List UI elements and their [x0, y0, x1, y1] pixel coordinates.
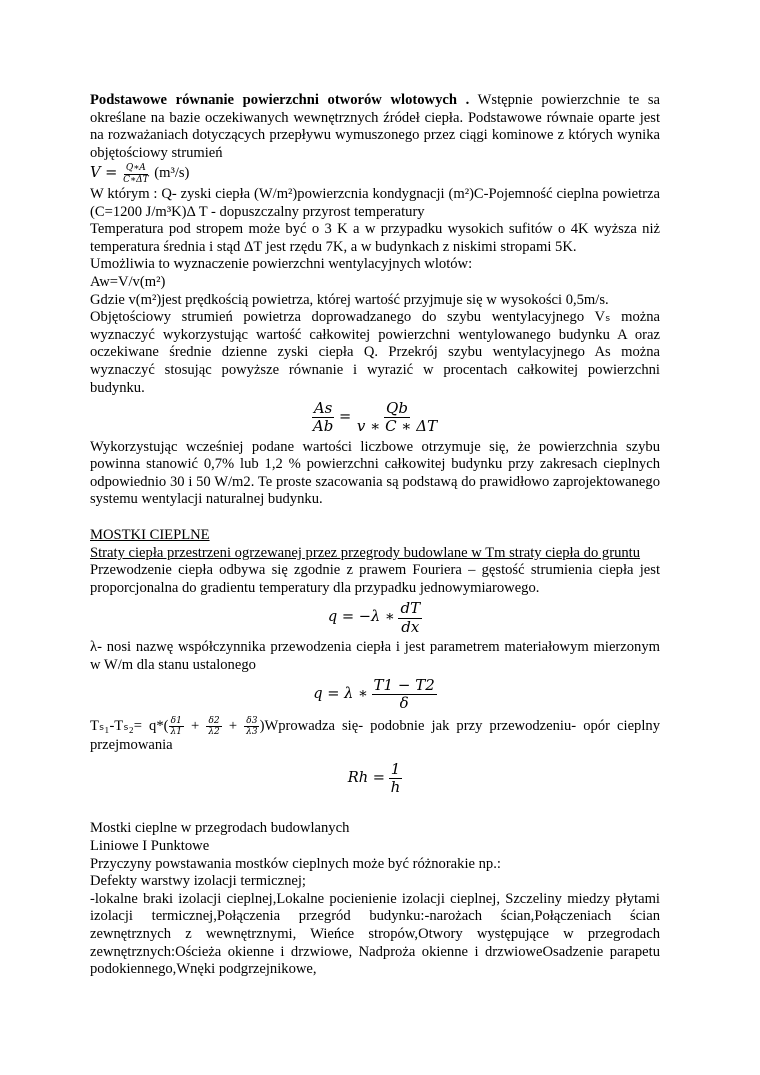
ts-fraction-2 — [206, 716, 221, 738]
ts-f2-num: δ2 — [208, 715, 220, 726]
eq5-numerator: 1 — [390, 759, 401, 778]
eq2-equals: = — [338, 408, 352, 426]
eq4-numerator: T1 − T2 — [373, 676, 435, 695]
intro-paragraph — [90, 92, 660, 162]
stream-paragraph: Objętościowy strumień powietrza doprowadzanego do szybu wentylacyjnego Vₛ można wyznaczyć wykorzystując wartość całkowitej powierzchni wentylowanego budynku A oraz oczekiwane średnie dzienne zyski ciepła Q. Przekrój szybu wentylacyjnego As można wyznaczyć stosując powyższe równanie i wyrazić w procentach całkowitej powierzchni budynku. — [90, 309, 660, 396]
eq2-right-numerator: Qb — [386, 399, 408, 418]
eq1-denominator: C∗ΔT — [123, 174, 149, 185]
eq2-right-fraction — [355, 400, 439, 436]
eq1-numerator: Q∗A — [125, 163, 146, 174]
ts-f3-num: δ3 — [246, 715, 258, 726]
lambda-paragraph: λ- nosi nazwę współczynnika przewodzenia ciepła i jest parametrem materiałowym mierzonym w W/m dla stanu ustalonego — [90, 638, 660, 673]
eq3-fraction — [398, 600, 422, 636]
ts-f1-den: λ1 — [170, 726, 182, 737]
eq1-lhs: V = — [90, 164, 118, 182]
eq3-denominator: dx — [401, 617, 420, 636]
document-page — [90, 92, 660, 979]
bridges-title: Mostki cieplne w przegrodach budowlanych — [90, 820, 350, 837]
intro-text: Wstępnie powierzchnie te sa określane na bazie oczekiwanych wewnętrznych źródeł ciepła. Podstawowe równaie oparte jest na rozważaniach dotyczących przepływu wymuszonego przez ciągi kominowe z których wynika objętościowy strumień — [90, 92, 660, 161]
eq2-right-denominator: v ∗ C ∗ ΔT — [356, 417, 438, 436]
conclusion-paragraph: Wykorzystując wcześniej podane wartości liczbowe otrzymuje się, że powierzchnia szybu powinna stanowić 0,7% lub 1,2 % powierzchni całkowitej budynku przy zakresach cieplnych odpowiednio 30 i 50 W/m2. Te proste szacowania są podstawą do prawidłowo zaprojektowanego systemu wentylacji naturalnej budynku. — [90, 438, 660, 508]
thermal-bridges-heading: MOSTKI CIEPLNE — [90, 527, 210, 544]
eq3-numerator: dT — [400, 599, 421, 618]
fourier-paragraph: Przewodzenie ciepła odbywa się zgodnie z prawem Fouriera – gęstość strumienia ciepła jest proporcjonalna do gradientu temperatury dla przypadku jednowymiarowego. — [90, 562, 660, 596]
eq3-lhs: q = −λ ∗ — [327, 608, 395, 626]
temperature-paragraph: Temperatura pod stropem może być o 3 K a w przypadku wysokich sufitów o 4K wyższa niż temperatura średnia i stąd ΔT jest rzędu 7K, a w budynkach z niskimi stropami 5K. — [90, 221, 660, 255]
enables-line: Umożliwia to wyznaczenie powierzchni wentylacyjnych wlotów: — [90, 256, 473, 273]
eq1-fraction — [121, 163, 151, 185]
ts-f3-den: λ3 — [246, 726, 258, 737]
eq4-lhs: q = λ ∗ — [313, 685, 368, 703]
ts-prefix: Tₛ₁-Tₛ₂= q*( — [90, 717, 169, 734]
ts-f1-num: δ1 — [170, 715, 182, 726]
ts-fraction-1 — [169, 716, 184, 738]
eq2-left-numerator: As — [313, 399, 333, 418]
causes-line: Przyczyny powstawania mostków cieplnych może być różnorakie np.: — [90, 855, 501, 872]
ts-paragraph: Tₛ₁-Tₛ₂= q*( $\frac{\delta 1}{\lambda 1}$ + $\frac{\delta 2}{\lambda 2}$ + $\frac{\delta 3}{\lambda 3}$ )Wprowadza się- podobnie jak przy przewodzeniu- opór cieplny przejmowania — [90, 715, 660, 754]
ts-suffix: )Wprowadza się- podobnie jak przy przewodzeniu- opór cieplny przejmowania — [90, 717, 660, 754]
defects-line: Defekty warstwy izolacji termicznej; — [90, 873, 306, 890]
where-paragraph: W którym : Q- zyski ciepła (W/m²)powierzcnia kondygnacji (m²)C-Pojemność cieplna powietrza (C=1200 J/m³K)Δ T - dopuszczalny przyrost temperatury — [90, 186, 660, 220]
eq4-fraction — [372, 677, 437, 713]
eq5-fraction — [389, 761, 403, 797]
eq1-unit: (m³/s) — [154, 165, 190, 182]
aw-formula: Aw=V/v(m²) — [90, 274, 166, 291]
bridge-types: Liniowe I Punktowe — [90, 838, 210, 854]
eq5-lhs: Rh = — [347, 769, 385, 786]
section-heading: Podstawowe równanie powierzchni otworów wlotowych . — [90, 92, 470, 108]
ts-fraction-3 — [244, 716, 259, 738]
equation-shaft-area — [90, 400, 660, 436]
eq5-denominator: h — [390, 778, 401, 797]
eq2-left-denominator: Ab — [312, 417, 334, 436]
equation-fourier — [90, 600, 660, 636]
eq4-denominator: δ — [399, 694, 409, 713]
equation-resistance — [90, 761, 660, 797]
ts-f2-den: λ2 — [208, 726, 220, 737]
heat-loss-subheading: Straty ciepła przestrzeni ogrzewanej przez przegrody budowlane w Tm straty ciepła do gruntu — [90, 544, 641, 561]
causes-list: -lokalne braki izolacji cieplnej,Lokalne pocienienie izolacji cieplnej, Szczeliny miedzy płytami izolacji termicznej,Połączenia przegród budynku:-narożach ścian,Połączeniach ścian zewnętrznych z wewnętrznymi, Wieńce stropów,Otwory występujące w przegrodach zewnętrznych:Ościeża okienne i drzwiowe, Nadproża okienne i drzwioweOsadzenie parapetu podokiennego,Wnęki podgrzejnikowe, — [90, 890, 660, 978]
equation-volume-flow — [90, 163, 660, 185]
gdzie-line: Gdzie v(m²)jest prędkością powietrza, której wartość przyjmuje się w wysokości 0,5m/s. — [90, 291, 609, 308]
eq2-left-fraction — [311, 400, 335, 436]
equation-conduction — [90, 677, 660, 713]
